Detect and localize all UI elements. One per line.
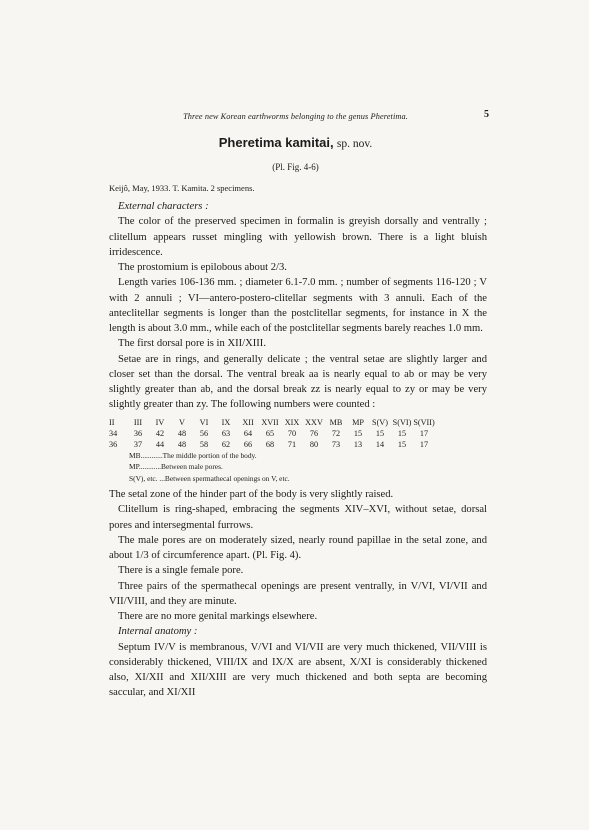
paragraph: There are no more genital markings elsewhere. [118,611,318,622]
running-header: Three new Korean earthworms belonging to the genus Pheretima. [183,112,408,121]
table-header: MP [352,417,364,427]
table-cell: 37 [133,439,143,449]
table-cell: 65 [265,428,275,438]
paragraph: There is a single female pore. [118,565,244,577]
table-cell: 70 [287,428,297,438]
collection-record: Keijô, May, 1933. T. Kamita. 2 specimens. [109,183,255,193]
table-cell: 56 [199,428,209,438]
table-cell: 72 [331,428,341,438]
table-header: S(VI) [392,417,412,427]
table-cell: 15 [397,428,407,438]
table-header: III [133,417,143,427]
paragraph: The color of the preserved specimen in formalin is greyish dorsally and ventrally ; clitellum appears russet mingling with yellowish brown. There is a light bluish irridescence. [109,216,487,258]
table-cell: 58 [199,439,209,449]
table-cell: 17 [419,439,429,449]
species-suffix: sp. nov. [336,138,373,150]
table-cell: 63 [221,428,231,438]
table-cell: 42 [155,428,165,438]
species-name: Pheretima kamitai, [218,135,334,150]
paragraph: Clitellum is ring-shaped, embracing the segments XIV–XVI, without setae, dorsal pores and intersegmental furrows. [109,504,487,531]
table-cell: 48 [177,428,187,438]
table-legend [129,450,487,485]
legend-item: S(V), etc. ...Between spermathecal openings on V, etc. [129,473,290,483]
paragraph: The first dorsal pore is in XII/XIII. [118,338,266,350]
internal-heading: Internal anatomy : [118,626,198,638]
body-text [109,199,487,701]
table-header-row [109,417,435,428]
page-number: 5 [484,109,489,120]
paragraph: Setae are in rings, and generally delicate ; the ventral setae are slightly larger and closer set than the dorsal. The ventral break aa is nearly equal to ab or may be very slightly greater than ab, and the dorsal break zz is nearly equal to zy or may be very slightly greater than zy. The following numbers were counted : [109,353,487,411]
table-header: VI [199,417,209,427]
table-cell: 71 [287,439,297,449]
table-cell: 13 [353,439,363,449]
table-header: MB [329,417,343,427]
table-header: II [109,417,115,427]
table-cell: 36 [109,439,118,449]
table-cell: 66 [243,439,253,449]
table-cell: 80 [309,439,319,449]
external-heading: External characters : [118,201,209,212]
table-cell: 68 [265,439,275,449]
table-header: XXV [305,417,323,427]
paragraph: Length varies 106-136 mm. ; diameter 6.1-7.0 mm. ; number of segments 116-120 ; V with 2 annuli ; VI—antero-postero-clitellar segments with 3 annuli. Each of the anteclitellar segments is longer than the postclitellar segments, for instance in X the length is about 3.0 mm., while each of the postclitellar segments barely reaches 1.0 mm. [109,277,487,334]
species-title [109,135,482,151]
setae-count-table [109,417,487,485]
legend-item: MP............Between male pores. [129,462,223,471]
paragraph: The male pores are on moderately sized, nearly round papillae in the setal zone, and about 1/3 of circumference apart. (Pl. Fig. 4). [109,534,487,561]
paragraph: The prostomium is epilobous about 2/3. [118,262,287,273]
table-row [109,428,435,439]
paragraph: Three pairs of the spermathecal openings are present ventrally, in V/VI, VI/VII and VII/VIII, and they are minute. [109,580,487,607]
legend-item: MB............The middle portion of the body. [129,450,257,460]
paragraph: Septum IV/V is membranous, V/VI and VI/VII are very much thickened, VII/VIII is considerably thickened, VIII/IX and IX/X are absent, X/XI is considerably thickened also, XI/XII and XII/XIII are very much thickened and both septa are becoming saccular, and XI/XII [109,641,487,699]
table-header: IX [221,417,231,427]
table-cell: 76 [309,428,319,438]
table-cell: 48 [177,439,187,449]
table-row [109,439,435,450]
table-cell: 34 [109,428,118,438]
table-cell: 15 [375,428,385,438]
table-header: IV [155,417,165,427]
table-cell: 73 [331,439,341,449]
table-cell: 14 [375,439,385,449]
table-cell: 44 [155,439,165,449]
table-cell: 15 [397,439,407,449]
table-cell: 17 [419,428,429,438]
table-header: V [179,417,185,427]
table-header: XVII [261,417,279,427]
paragraph: The setal zone of the hinder part of the body is very slightly raised. [109,489,394,500]
table-cell: 62 [221,439,231,449]
table-header: XII [242,417,254,427]
table-cell: 15 [353,428,363,438]
plate-reference: (Pl. Fig. 4-6) [272,162,319,172]
table-cell: 36 [133,428,143,438]
table-header: XIX [284,417,300,427]
setae-table [109,417,435,450]
table-header: S(VII) [413,417,435,427]
table-cell: 64 [243,428,253,438]
table-header: S(V) [372,417,388,427]
